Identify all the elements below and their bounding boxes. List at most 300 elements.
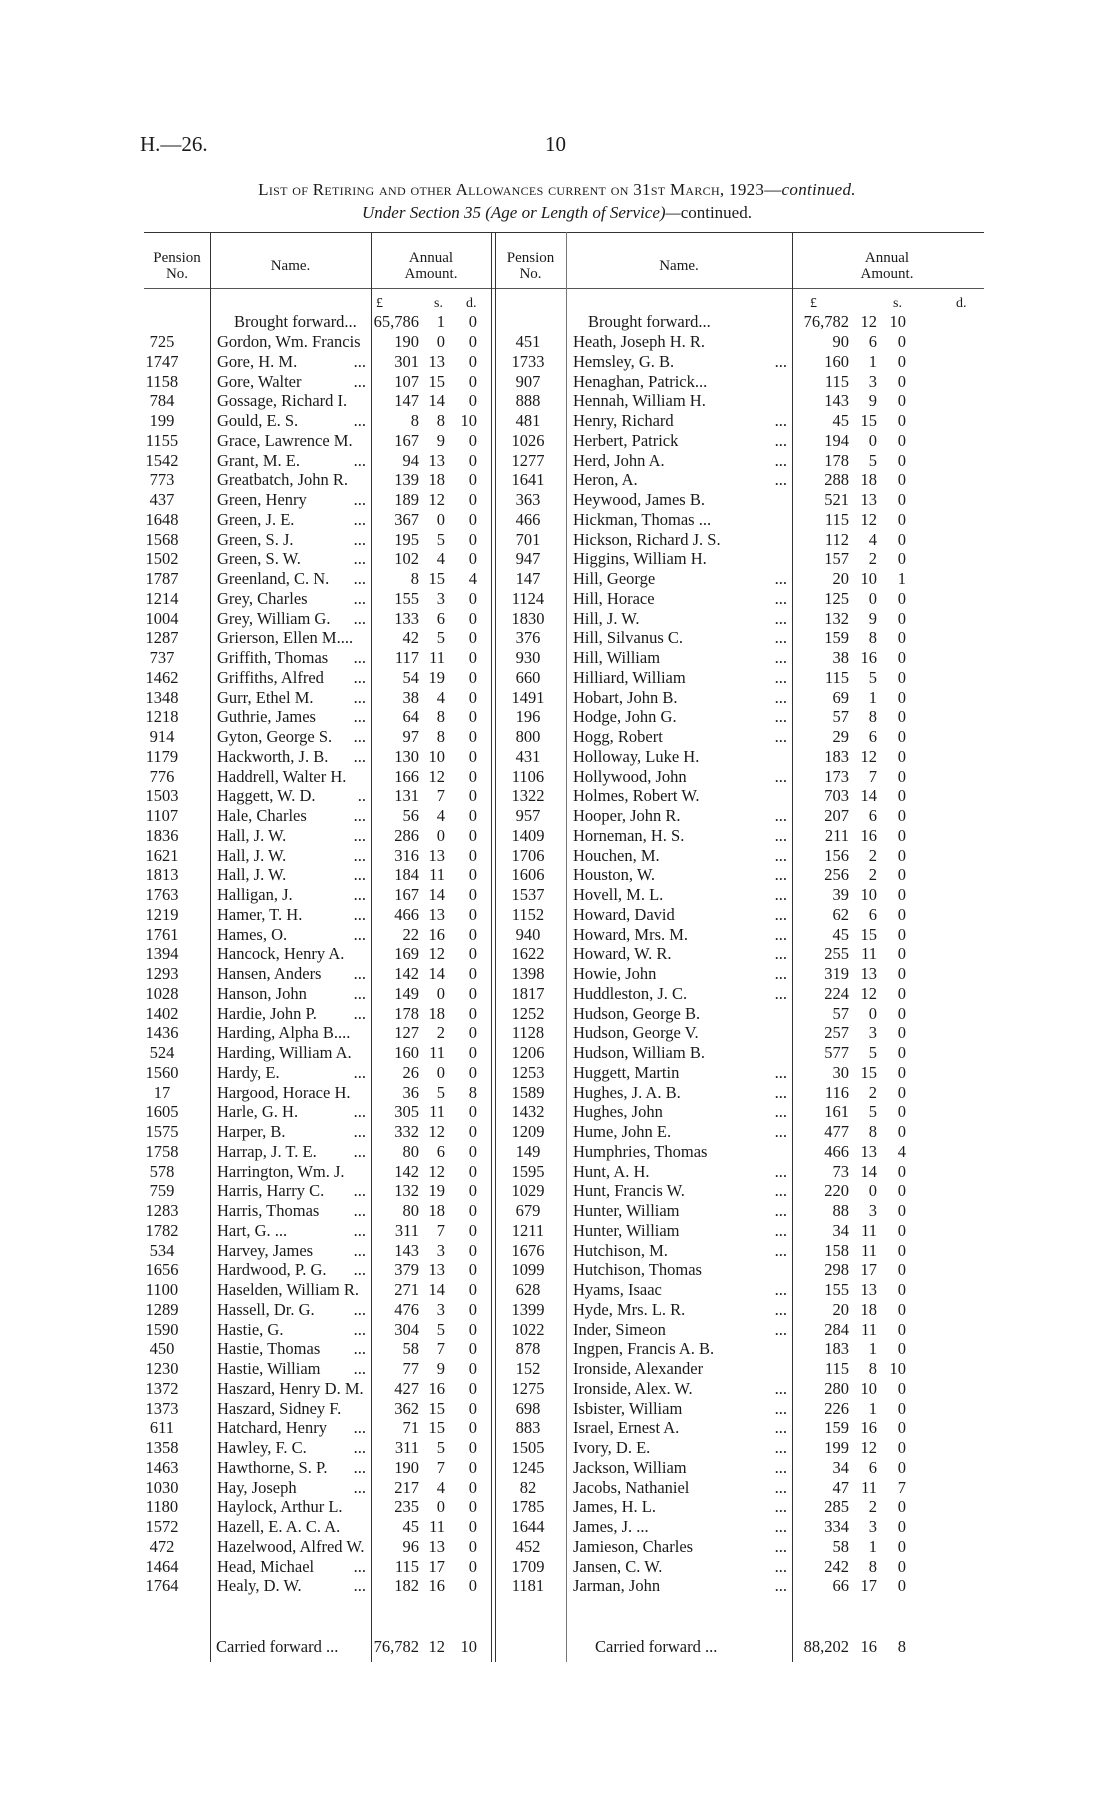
amount-pounds: 96	[402, 1536, 419, 1556]
pension-number: 1128	[511, 1023, 545, 1043]
right-table-row	[495, 431, 984, 450]
amount-pounds: 190	[394, 332, 419, 351]
amount-pence: 0	[468, 825, 477, 845]
pensioner-name: Houston, W.	[573, 865, 656, 885]
amount-pence: 0	[468, 1576, 477, 1596]
amount-pence: 0	[468, 766, 477, 786]
right-table-row	[495, 786, 984, 805]
amount-pounds: 159	[824, 1418, 849, 1438]
amount-pence: 0	[897, 865, 906, 885]
amount-pounds: 184	[394, 865, 419, 885]
right-table-row	[495, 1300, 984, 1319]
amount-pence: 0	[897, 904, 906, 924]
pensioner-name: Hyams, Isaac	[573, 1280, 662, 1299]
amount-pence: 0	[468, 667, 477, 687]
amount-pounds: 133	[394, 608, 419, 628]
amount-pounds: 189	[394, 490, 419, 509]
amount-shillings: 2	[868, 845, 877, 865]
pensioner-name: Grey, William G.	[217, 608, 331, 628]
amount-pounds: 195	[394, 529, 419, 549]
left-table-row	[144, 826, 495, 845]
leader-dots: ...	[353, 806, 366, 825]
amount-shillings: 14	[428, 1280, 445, 1299]
pension-number: 1782	[145, 1220, 179, 1240]
pension-number: 1758	[145, 1141, 179, 1161]
pensioner-name: Hardwood, P. G.	[217, 1260, 327, 1280]
leader-dots: ...	[353, 549, 366, 569]
amount-pence: 0	[468, 1319, 477, 1339]
right-table-row	[495, 411, 984, 430]
left-table-row	[144, 1418, 495, 1437]
pensioner-name: Hogg, Robert	[573, 727, 663, 746]
pension-number: 1402	[145, 1003, 179, 1023]
pensioner-name: Hutchison, Thomas	[573, 1260, 702, 1280]
pension-number: 1409	[511, 825, 545, 845]
right-table-row	[495, 1063, 984, 1082]
pensioner-name: Hardy, E.	[217, 1062, 280, 1082]
amount-shillings: 0	[868, 430, 877, 450]
pension-number: 1502	[145, 549, 179, 569]
pensioner-name: Harding, Alpha B....	[217, 1023, 351, 1043]
pension-number: 452	[515, 1536, 541, 1556]
amount-shillings: 8	[436, 411, 445, 430]
amount-pounds: 577	[824, 1043, 849, 1062]
left-table-row	[144, 688, 495, 707]
amount-pounds: 34	[832, 1220, 849, 1240]
left-brought-forward-label: Brought forward...	[234, 312, 357, 331]
amount-pence: 0	[897, 1378, 906, 1398]
pensioner-name: Hastie, G.	[217, 1319, 284, 1339]
amount-shillings: 11	[861, 1220, 877, 1240]
leader-dots: ...	[353, 845, 366, 865]
left-table-row	[144, 391, 495, 410]
amount-pence: 0	[897, 1438, 906, 1457]
amount-pence: 4	[897, 1141, 906, 1161]
right-table-row	[495, 1557, 984, 1576]
amount-pounds: 521	[824, 490, 849, 509]
amount-pence: 0	[897, 351, 906, 371]
pension-number: 149	[515, 1141, 541, 1161]
pensioner-name: Hastie, Thomas	[217, 1339, 321, 1359]
left-table-row	[144, 1379, 495, 1398]
amount-pence: 0	[468, 1339, 477, 1359]
pensioner-name: Jamieson, Charles	[573, 1536, 694, 1556]
left-table-row	[144, 1320, 495, 1339]
pensioner-name: Herd, John A.	[573, 450, 665, 470]
pension-number: 1568	[145, 529, 179, 549]
leader-dots: ...	[774, 687, 787, 707]
amount-pounds: 207	[824, 806, 849, 825]
page-number: 10	[545, 132, 566, 156]
pensioner-name: Hill, William	[573, 648, 661, 667]
amount-pounds: 69	[832, 687, 849, 707]
amount-pence: 0	[468, 509, 477, 529]
amount-pence: 0	[468, 983, 477, 1003]
pensioner-name: Hawthorne, S. P.	[217, 1457, 328, 1477]
amount-pounds: 242	[824, 1556, 849, 1576]
amount-shillings: 15	[428, 371, 445, 391]
pension-number: 1787	[145, 569, 179, 588]
pensioner-name: Ingpen, Francis A. B.	[573, 1339, 715, 1359]
amount-shillings: 16	[428, 1576, 445, 1596]
left-table-row	[144, 1221, 495, 1240]
pensioner-name: Hill, Horace	[573, 588, 655, 608]
pensioner-name: Harvey, James	[217, 1240, 314, 1260]
amount-shillings: 13	[860, 1280, 877, 1299]
pension-number: 1219	[145, 904, 179, 924]
amount-pounds: 149	[394, 983, 419, 1003]
amount-shillings: 14	[428, 391, 445, 411]
amount-pounds: 62	[832, 904, 849, 924]
amount-pence: 0	[468, 588, 477, 608]
amount-shillings: 5	[436, 1319, 445, 1339]
amount-pounds: 127	[394, 1023, 419, 1043]
pension-number: 17	[153, 1082, 171, 1102]
amount-shillings: 10	[428, 746, 445, 766]
left-table-row	[144, 1557, 495, 1576]
amount-pence: 0	[468, 450, 477, 470]
right-table-row	[495, 549, 984, 568]
pensioner-name: Hume, John E.	[573, 1122, 672, 1141]
pension-number: 737	[149, 648, 175, 667]
right-table-row	[495, 1497, 984, 1516]
amount-shillings: 0	[436, 825, 445, 845]
leader-dots: ...	[353, 1141, 366, 1161]
pension-number: 907	[515, 371, 541, 391]
amount-shillings: 2	[868, 1497, 877, 1517]
amount-pounds: 271	[394, 1280, 419, 1299]
amount-shillings: 6	[868, 806, 877, 825]
right-table-row	[495, 707, 984, 726]
amount-pounds: 367	[394, 509, 419, 529]
left-table-row	[144, 1300, 495, 1319]
pension-number: 1462	[145, 667, 179, 687]
amount-shillings: 3	[868, 1517, 877, 1536]
right-table-row	[495, 1102, 984, 1121]
amount-pounds: 211	[824, 825, 849, 845]
pensioner-name: Hutchison, M.	[573, 1240, 668, 1260]
amount-pence: 0	[468, 648, 477, 667]
right-table-row	[495, 668, 984, 687]
pension-number: 1436	[145, 1023, 179, 1043]
pension-number: 1245	[511, 1457, 545, 1477]
amount-shillings: 3	[868, 371, 877, 391]
pensioner-name: Greatbatch, John R.	[217, 470, 349, 490]
amount-pounds: 183	[824, 746, 849, 766]
amount-pounds: 54	[402, 667, 419, 687]
pension-number: 1785	[511, 1497, 545, 1517]
amount-pence: 0	[897, 825, 906, 845]
pensioner-name: Haddrell, Walter H.	[217, 766, 347, 786]
amount-pounds: 199	[824, 1438, 849, 1457]
amount-shillings: 14	[860, 786, 877, 806]
leader-dots: ...	[774, 1299, 787, 1319]
amount-pounds: 58	[832, 1536, 849, 1556]
amount-shillings: 12	[428, 1161, 445, 1181]
amount-shillings: 17	[860, 1576, 877, 1596]
pensioner-name: Haggett, W. D.	[217, 786, 316, 806]
right-table-row	[495, 510, 984, 529]
pension-number: 957	[515, 806, 541, 825]
amount-pounds: 477	[824, 1122, 849, 1141]
pensioner-name: Haszard, Sidney F.	[217, 1398, 342, 1418]
left-table-row	[144, 984, 495, 1003]
pension-number: 628	[515, 1280, 541, 1299]
pensioner-name: Hughes, J. A. B.	[573, 1082, 681, 1102]
pension-number: 82	[519, 1477, 537, 1497]
amount-shillings: 19	[428, 1181, 445, 1201]
right-table-row	[495, 1083, 984, 1102]
leader-dots: ...	[774, 667, 787, 687]
amount-pounds: 56	[402, 806, 419, 825]
pensioner-name: Hudson, George V.	[573, 1023, 699, 1043]
amount-shillings: 5	[436, 1082, 445, 1102]
pension-number: 1733	[511, 351, 545, 371]
amount-pence: 0	[468, 1003, 477, 1023]
amount-pence: 0	[897, 1043, 906, 1062]
amount-pence: 0	[468, 1517, 477, 1536]
amount-pounds: 319	[824, 964, 849, 983]
pension-number: 363	[515, 490, 541, 509]
pensioner-name: Jacobs, Nathaniel	[573, 1477, 690, 1497]
pensioner-name: Jarman, John	[573, 1576, 661, 1596]
amount-pence: 0	[468, 1043, 477, 1062]
right-table-row	[495, 1201, 984, 1220]
left-col-header-name: Name.	[270, 258, 311, 274]
pensioner-name: Hill, George	[573, 569, 656, 588]
pensioner-name: Halligan, J.	[217, 885, 293, 904]
right-table-row	[495, 905, 984, 924]
right-table-row	[495, 846, 984, 865]
leader-dots: ...	[353, 1438, 366, 1457]
amount-pounds: 58	[402, 1339, 419, 1359]
pension-number: 1709	[511, 1556, 545, 1576]
pension-number: 1505	[511, 1438, 545, 1457]
left-table-row	[144, 944, 495, 963]
amount-shillings: 15	[860, 1062, 877, 1082]
left-table-row	[144, 865, 495, 884]
pensioner-name: Haylock, Arthur L.	[217, 1497, 343, 1517]
pensioner-name: Herbert, Patrick	[573, 430, 679, 450]
right-table-row	[495, 569, 984, 588]
right-table-row	[495, 391, 984, 410]
amount-pence: 0	[468, 1141, 477, 1161]
amount-shillings: 0	[436, 509, 445, 529]
amount-pounds: 131	[394, 786, 419, 806]
pension-number: 1605	[145, 1102, 179, 1122]
amount-pounds: 73	[832, 1161, 849, 1181]
amount-pounds: 160	[824, 351, 849, 371]
pension-number: 1358	[145, 1438, 179, 1457]
leader-dots: ...	[353, 924, 366, 944]
leader-dots: ...	[774, 628, 787, 648]
pensioner-name: Hughes, John	[573, 1102, 663, 1122]
amount-shillings: 15	[860, 411, 877, 430]
leader-dots: ...	[774, 470, 787, 490]
pension-number: 1030	[145, 1477, 179, 1497]
right-table-row	[495, 352, 984, 371]
leader-dots: ...	[353, 608, 366, 628]
amount-pounds: 182	[394, 1576, 419, 1596]
amount-pounds: 115	[824, 667, 849, 687]
pensioner-name: Gyton, George S.	[217, 727, 333, 746]
left-table-row	[144, 1043, 495, 1062]
left-unit-shilling: s.	[434, 296, 443, 311]
pension-number: 1676	[511, 1240, 545, 1260]
right-carried-forward-pounds: 88,202	[803, 1637, 849, 1656]
pension-number: 1026	[511, 430, 545, 450]
amount-pounds: 466	[394, 904, 419, 924]
amount-pounds: 132	[394, 1181, 419, 1201]
leader-dots: ...	[774, 1457, 787, 1477]
left-table-row	[144, 1497, 495, 1516]
amount-shillings: 1	[868, 1536, 877, 1556]
amount-pence: 0	[468, 608, 477, 628]
amount-pence: 0	[897, 490, 906, 509]
pensioner-name: Huggett, Martin	[573, 1062, 680, 1082]
pension-number: 1706	[511, 845, 545, 865]
amount-pence: 0	[897, 1536, 906, 1556]
amount-shillings: 11	[861, 1319, 877, 1339]
amount-shillings: 4	[868, 529, 877, 549]
page-title-continued: continued.	[781, 180, 856, 199]
leader-dots: ...	[774, 1201, 787, 1220]
pension-number: 196	[515, 707, 541, 727]
amount-shillings: 7	[436, 1457, 445, 1477]
amount-pence: 0	[897, 588, 906, 608]
left-table-row	[144, 806, 495, 825]
left-table-row	[144, 925, 495, 944]
right-table-row	[495, 688, 984, 707]
pension-number: 1542	[145, 450, 179, 470]
amount-pence: 0	[897, 450, 906, 470]
amount-pence: 0	[468, 470, 477, 490]
pension-number: 1179	[145, 746, 179, 766]
pensioner-name: Green, J. E.	[217, 509, 295, 529]
pension-number: 1206	[511, 1043, 545, 1062]
left-unit-pound: £	[376, 296, 383, 311]
right-brought-forward-pounds: 76,782	[803, 312, 849, 331]
amount-pounds: 57	[832, 1003, 849, 1023]
leader-dots: ...	[774, 1556, 787, 1576]
amount-pence: 7	[897, 1477, 906, 1497]
amount-pounds: 284	[824, 1319, 849, 1339]
amount-pence: 0	[897, 727, 906, 746]
pensioner-name: Hunter, William	[573, 1201, 680, 1220]
pensioner-name: Heywood, James B.	[573, 490, 705, 509]
amount-pence: 0	[897, 1398, 906, 1418]
amount-shillings: 5	[868, 1102, 877, 1122]
leader-dots: ...	[774, 727, 787, 746]
left-table-row	[144, 707, 495, 726]
pension-number: 1107	[145, 806, 179, 825]
pensioner-name: Hemsley, G. B.	[573, 351, 675, 371]
leader-dots: ...	[353, 1102, 366, 1122]
left-brought-forward-row	[144, 312, 495, 331]
amount-pounds: 301	[394, 351, 419, 371]
amount-pence: 0	[468, 1359, 477, 1378]
pensioner-name: Haszard, Henry D. M.	[217, 1378, 364, 1398]
right-table-row	[495, 1043, 984, 1062]
left-table-row	[144, 569, 495, 588]
pension-number: 1622	[511, 944, 545, 964]
right-table-row	[495, 925, 984, 944]
amount-shillings: 7	[436, 1220, 445, 1240]
amount-pence: 0	[468, 1556, 477, 1576]
leader-dots: ...	[774, 904, 787, 924]
right-carried-forward-label: Carried forward ...	[595, 1637, 718, 1656]
amount-shillings: 4	[436, 806, 445, 825]
amount-shillings: 5	[436, 1438, 445, 1457]
amount-shillings: 18	[428, 1003, 445, 1023]
amount-pence: 0	[468, 391, 477, 411]
pensioner-name: Humphries, Thomas	[573, 1141, 708, 1161]
amount-pence: 0	[468, 1457, 477, 1477]
amount-pounds: 173	[824, 766, 849, 786]
amount-pence: 0	[468, 944, 477, 964]
right-table-row	[495, 490, 984, 509]
pensioner-name: Hale, Charles	[217, 806, 307, 825]
amount-pounds: 132	[824, 608, 849, 628]
page-subtitle-continued: continued.	[680, 203, 752, 222]
right-unit-pence: d.	[956, 296, 967, 311]
amount-pence: 0	[468, 964, 477, 983]
amount-shillings: 11	[861, 944, 877, 964]
amount-pounds: 169	[394, 944, 419, 964]
leader-dots: ...	[353, 1220, 366, 1240]
amount-pence: 0	[897, 509, 906, 529]
amount-pence: 0	[468, 1477, 477, 1497]
leader-dots: ...	[774, 1102, 787, 1122]
right-carried-forward-shillings: 16	[860, 1637, 877, 1656]
pensioner-name: Gurr, Ethel M.	[217, 687, 314, 707]
amount-pence: 0	[897, 470, 906, 490]
amount-shillings: 4	[436, 1477, 445, 1497]
amount-pounds: 280	[824, 1378, 849, 1398]
pensioner-name: Harris, Harry C.	[217, 1181, 325, 1201]
pension-number: 152	[515, 1359, 541, 1378]
pensioner-name: Hall, J. W.	[217, 845, 287, 865]
right-brought-forward-pence: 10	[889, 312, 906, 331]
amount-pence: 0	[897, 1201, 906, 1220]
left-brought-forward-pence: 0	[468, 312, 477, 331]
pension-number: 1761	[145, 924, 179, 944]
leader-dots: ...	[353, 687, 366, 707]
pension-number: 1575	[145, 1122, 179, 1141]
pensioner-name: Hargood, Horace H.	[217, 1082, 351, 1102]
pension-number: 534	[149, 1240, 175, 1260]
pension-number: 1572	[145, 1517, 179, 1536]
leader-dots: ...	[774, 430, 787, 450]
left-table-row	[144, 668, 495, 687]
leader-dots: ...	[353, 707, 366, 727]
amount-pounds: 115	[824, 509, 849, 529]
pensioner-name: Hickson, Richard J. S.	[573, 529, 721, 549]
amount-pounds: 116	[824, 1082, 849, 1102]
left-table-row	[144, 431, 495, 450]
pension-number: 679	[515, 1201, 541, 1220]
amount-pounds: 22	[402, 924, 419, 944]
pension-number: 451	[515, 332, 541, 351]
leader-dots: ...	[353, 746, 366, 766]
document-reference: H.—26.	[140, 132, 208, 156]
pension-number: 199	[149, 411, 175, 430]
right-table-row	[495, 1221, 984, 1240]
pension-number: 611	[149, 1418, 175, 1438]
amount-pence: 0	[897, 1062, 906, 1082]
pension-number: 1432	[511, 1102, 545, 1122]
pensioner-name: Green, S. W.	[217, 549, 301, 569]
